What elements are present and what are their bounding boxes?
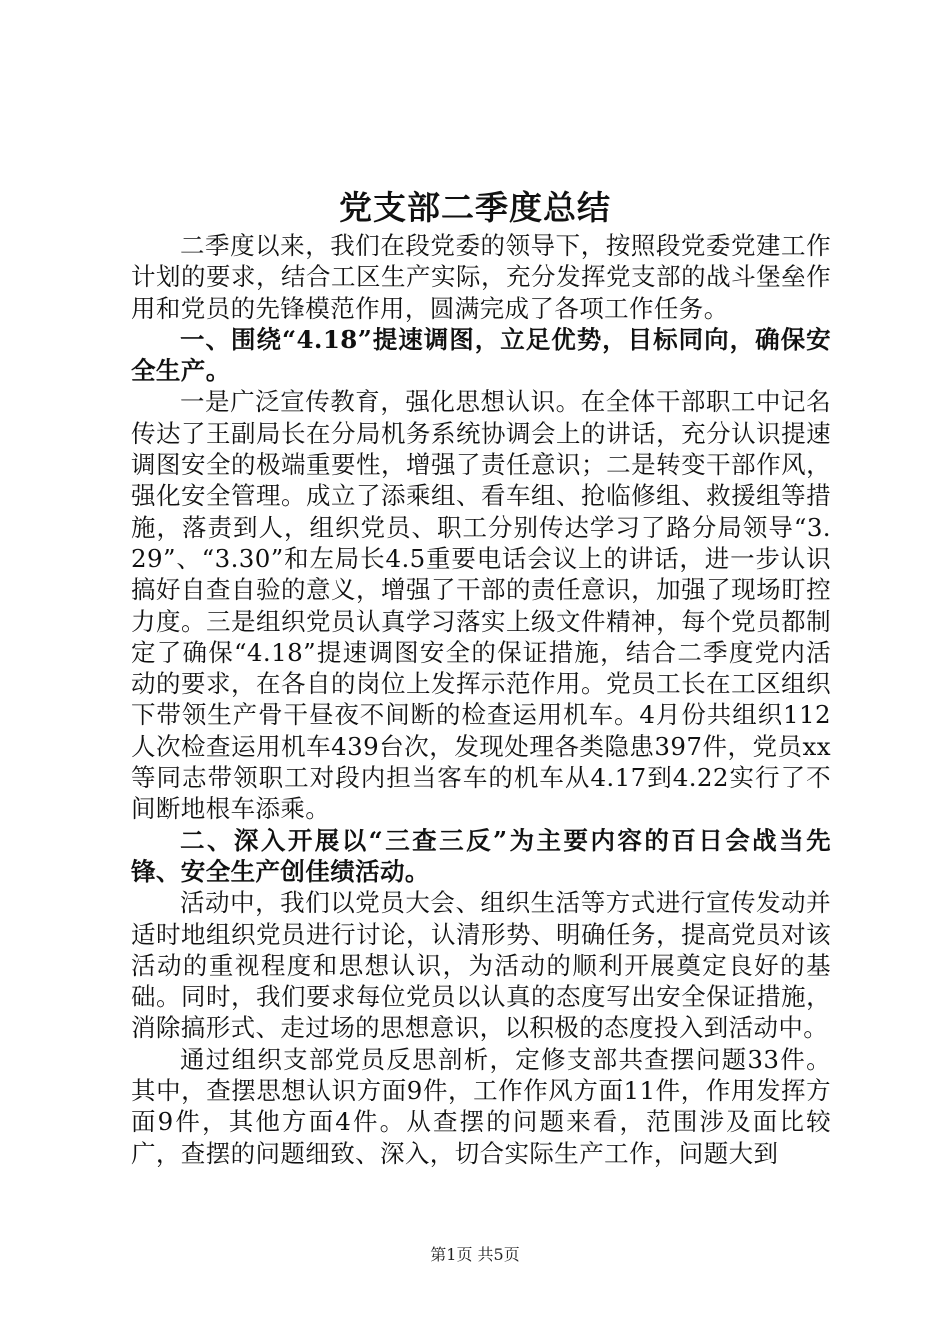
section-heading-2: 二、深入开展以“三查三反”为主要内容的百日会战当先锋、安全生产创佳绩活动。 bbox=[131, 825, 831, 886]
document-title: 党支部二季度总结 bbox=[339, 188, 611, 227]
document-body bbox=[131, 230, 831, 1169]
section-2-paragraph-2: 通过组织支部党员反思剖析，定修支部共查摆问题33件。其中，查摆思想认识方面9件，工作作风方面11件，作用发挥方面9件，其他方面4件。从查摆的问题来看，范围涉及面比较广，查摆的问题细致、深入，切合实际生产工作，问题大到 bbox=[131, 1044, 831, 1168]
section-1-paragraph: 一是广泛宣传教育，强化思想认识。在全体干部职工中记名传达了王副局长在分局机务系统协调会上的讲话，充分认识提速调图安全的极端重要性，增强了责任意识；二是转变干部作风，强化安全管理。成立了添乘组、看车组、抢临修组、救援组等措施，落责到人，组织党员、职工分别传达学习了路分局领导“3.29”、“3.30”和左局长4.5重要电话会议上的讲话，进一步认识搞好自查自验的意义，增强了干部的责任意识，加强了现场盯控力度。三是组织党员认真学习落实上级文件精神，每个党员都制定了确保“4.18”提速调图安全的保证措施，结合二季度党内活动的要求，在各自的岗位上发挥示范作用。党员工长在工区组织下带领生产骨干昼夜不间断的检查运用机车。4月份共组织112人次检查运用机车439台次，发现处理各类隐患397件，党员xx等同志带领职工对段内担当客车的机车从4.17到4.22实行了不间断地根车添乘。 bbox=[131, 387, 831, 824]
section-2-paragraph-1: 活动中，我们以党员大会、组织生活等方式进行宣传发动并适时地组织党员进行讨论，认清形势、明确任务，提高党员对该活动的重视程度和思想认识，为活动的顺利开展奠定良好的基础。同时，我们要求每位党员以认真的态度写出安全保证措施，消除搞形式、走过场的思想意识，以积极的态度投入到活动中。 bbox=[131, 888, 831, 1043]
section-heading-1: 一、围绕“4.18”提速调图，立足优势，目标同向，确保安全生产。 bbox=[131, 324, 831, 386]
intro-paragraph: 二季度以来，我们在段党委的领导下，按照段党委党建工作计划的要求，结合工区生产实际，充分发挥党支部的战斗堡垒作用和党员的先锋模范作用，圆满完成了各项工作任务。 bbox=[131, 231, 831, 323]
page-number-footer: 第1页 共5页 bbox=[430, 1245, 520, 1264]
